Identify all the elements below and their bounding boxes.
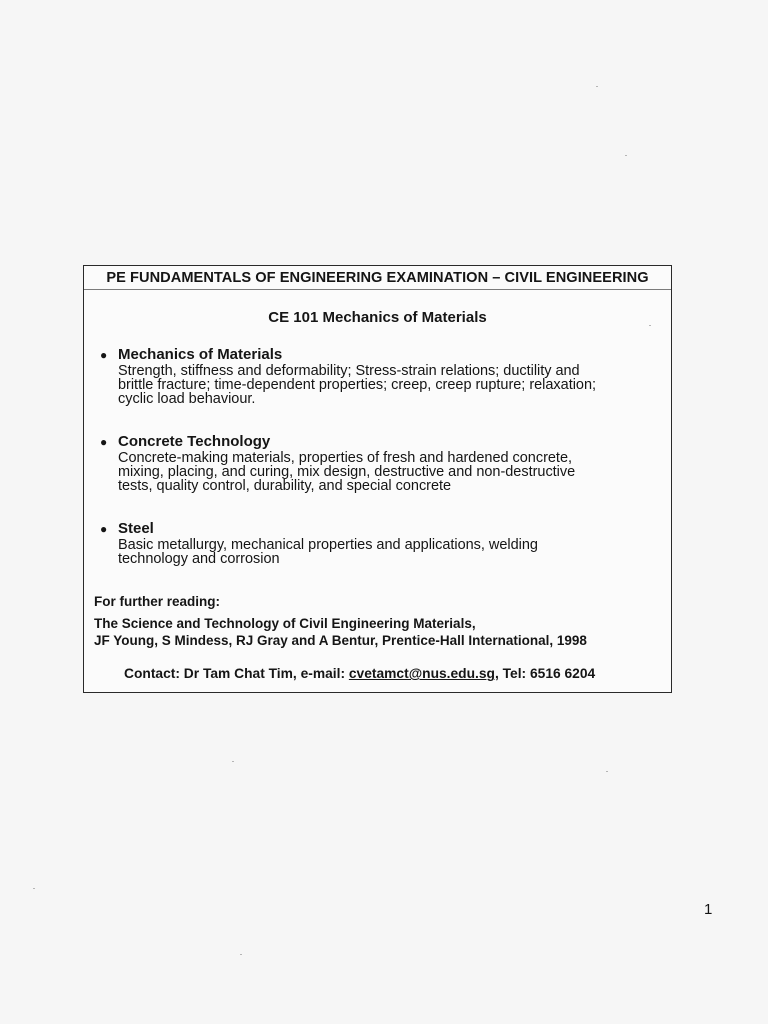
- scan-speck: [606, 771, 608, 772]
- topic-description: Concrete-making materials, properties of fresh and hardened concrete, mixing, placing, and curing, mix design, destructive and non-destructive tests, quality control, durability, and special concrete: [118, 450, 576, 495]
- bullet-icon: ●: [100, 348, 108, 362]
- topic-title: Mechanics of Materials: [118, 346, 283, 363]
- syllabus-box: [83, 265, 672, 693]
- page-number: 1: [704, 901, 713, 918]
- contact-suffix: , Tel: 6516 6204: [494, 666, 596, 681]
- course-title: CE 101 Mechanics of Materials: [268, 309, 487, 326]
- topic-steel: [100, 520, 660, 566]
- scan-speck: [625, 155, 627, 156]
- scan-speck: [596, 86, 598, 87]
- reference-authors: JF Young, S Mindess, RJ Gray and A Bentur, Prentice-Hall International, 1998: [94, 633, 587, 648]
- topic-concrete-technology: [100, 433, 660, 494]
- reference-title: The Science and Technology of Civil Engineering Materials,: [94, 616, 476, 631]
- further-reading: [94, 593, 669, 649]
- topic-description: Strength, stiffness and deformability; Stress-strain relations; ductility and brittle fracture; time-dependent properties; creep, creep rupture; relaxation; cyclic load behaviour.: [118, 363, 596, 408]
- contact-line: [124, 666, 595, 681]
- scan-speck: [240, 954, 242, 955]
- bullet-icon: ●: [100, 435, 108, 449]
- email-link[interactable]: cvetamct@nus.edu.sg: [348, 666, 495, 681]
- topic-title: Concrete Technology: [118, 433, 271, 450]
- topic-description: Basic metallurgy, mechanical properties and applications, welding technology and corrosion: [118, 537, 538, 568]
- scan-speck: [33, 888, 35, 889]
- scan-speck: [649, 325, 651, 326]
- topic-title: Steel: [118, 520, 154, 537]
- topic-mechanics-of-materials: [100, 346, 660, 407]
- scan-speck: [232, 761, 234, 762]
- bullet-icon: ●: [100, 522, 108, 536]
- further-reading-label: For further reading:: [94, 594, 221, 609]
- contact-prefix: Contact: Dr Tam Chat Tim, e-mail:: [124, 666, 349, 681]
- exam-header: PE FUNDAMENTALS OF ENGINEERING EXAMINATION – CIVIL ENGINEERING: [84, 266, 671, 290]
